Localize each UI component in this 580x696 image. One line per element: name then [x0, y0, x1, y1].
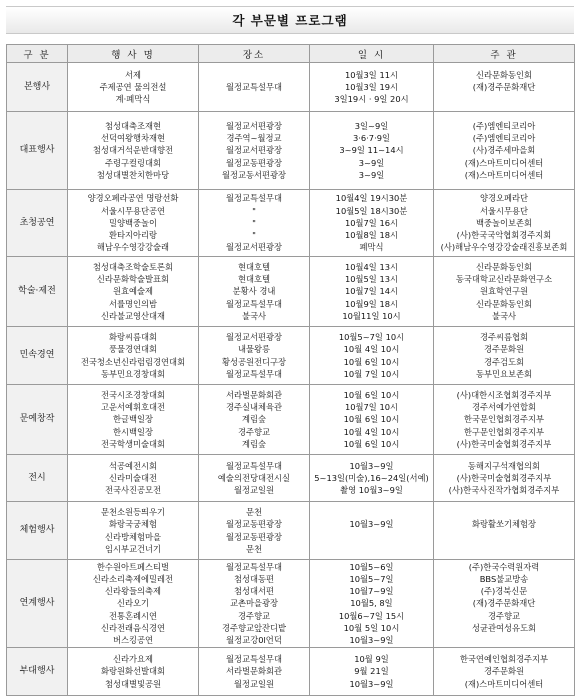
host-line: 한구문인협회경주지부 — [463, 426, 545, 437]
event-line: 해남우수영강강술래 — [96, 242, 170, 253]
category-cell: 부대행사 — [7, 648, 68, 696]
date-line: 10월 6일 10시 — [343, 414, 400, 425]
date-line — [310, 543, 433, 555]
date-line: 10월9일 18시 — [344, 298, 399, 309]
event-line: 신라문화학술발표회 — [96, 274, 170, 285]
place-line: 첨성대동편 — [233, 573, 275, 584]
place-line: 현대호텔 — [237, 274, 271, 285]
date-line: 10월5일 18시30분 — [335, 205, 408, 216]
host-line — [434, 93, 574, 105]
program-table — [6, 44, 575, 696]
place-line: 월정교특설무대 — [225, 368, 283, 379]
event-line: 문천소원등띄우기 — [100, 507, 166, 518]
place-line: 분황사 경내 — [232, 286, 276, 297]
date-line: 10월7일 16시 — [344, 217, 399, 228]
date-line: 10월5~7일 10시 — [338, 332, 405, 343]
event-line: 고운서예휘호대전 — [100, 402, 166, 413]
place-line: 경주역~월정교 — [226, 133, 282, 144]
place-cell — [199, 257, 310, 327]
page-title: 각 부문별 프로그램 — [232, 13, 348, 28]
host-cell — [434, 648, 575, 696]
place-line: 경주실내체육관 — [225, 402, 283, 413]
place-cell — [199, 112, 310, 190]
date-line: 3~9일 — [358, 169, 385, 180]
host-line: 한국문인협회경주지부 — [463, 414, 545, 425]
program-page — [0, 6, 580, 695]
place-line: 월정교특설무대 — [225, 654, 283, 665]
date-line: 10월7일 14시 — [344, 286, 399, 297]
host-line: (주)엠엔티코리아 — [472, 133, 536, 144]
table-row — [7, 112, 575, 190]
place-line: 문천 — [245, 507, 263, 518]
event-line: 전국청소년신라럼림경연대회 — [80, 356, 186, 367]
place-cell — [199, 560, 310, 648]
place-line: " — [252, 205, 256, 216]
event-cell — [68, 257, 199, 327]
event-line: 주령구컬링대회 — [104, 157, 162, 168]
event-line: 전국학생미술대회 — [100, 438, 166, 449]
place-line: 경주향교 — [237, 426, 271, 437]
host-line: 동부민요보존회 — [475, 368, 533, 379]
host-line: 동해지구석재협의회 — [467, 460, 541, 471]
event-line: 화랑씨름대회 — [108, 332, 158, 343]
host-cell — [434, 327, 575, 385]
place-line: 월정교특설무대 — [225, 561, 283, 572]
table-row — [7, 257, 575, 327]
date-cell — [310, 257, 434, 327]
place-line: 불국사 — [241, 310, 267, 321]
event-line: 신라불교영산대재 — [100, 310, 166, 321]
date-line: 3일19시 · 9일 20시 — [334, 94, 409, 105]
host-line — [434, 506, 574, 518]
event-line: 원효예술제 — [112, 286, 154, 297]
event-line: 화랑원화선발대회 — [100, 666, 166, 677]
host-cell — [434, 257, 575, 327]
event-cell — [68, 385, 199, 455]
table-row — [7, 502, 575, 560]
host-line: 백중놀이보존회 — [475, 217, 533, 228]
category-cell: 문예창작 — [7, 385, 68, 455]
place-line: 월정교서편광장 — [225, 332, 283, 343]
host-cell — [434, 190, 575, 257]
place-cell — [199, 327, 310, 385]
date-line — [310, 531, 433, 543]
host-line: BBS불교방송 — [479, 573, 529, 584]
host-line: 동국대학교신라문화연구소 — [455, 274, 553, 285]
event-line: 첨성대거석운반대향전 — [92, 145, 174, 156]
host-cell — [434, 502, 575, 560]
event-line: 전국시조경창대회 — [100, 389, 166, 400]
category-cell: 연계행사 — [7, 560, 68, 648]
place-line — [199, 93, 309, 105]
event-cell — [68, 190, 199, 257]
host-line: 신라문화동인회 — [475, 69, 533, 80]
host-line — [434, 634, 574, 646]
place-cell — [199, 502, 310, 560]
table-row — [7, 190, 575, 257]
date-cell — [310, 502, 434, 560]
host-cell — [434, 63, 575, 112]
place-line: 경주향교 — [237, 610, 271, 621]
table-row — [7, 327, 575, 385]
event-cell — [68, 112, 199, 190]
date-cell — [310, 112, 434, 190]
date-line: 10월 4일 10시 — [343, 344, 400, 355]
host-line: (사)대한시조협회경주지부 — [456, 389, 552, 400]
host-line: (사)한국미술협회경주지부 — [456, 472, 552, 483]
event-line: 첨성대별빛공원 — [104, 678, 162, 689]
date-line: 3·6·7·9일 — [352, 133, 391, 144]
date-line: 10월3일 19시 — [344, 81, 399, 92]
date-line: 10월5일 13시 — [344, 274, 399, 285]
date-line: 10월3~9일 — [349, 460, 394, 471]
place-line: 현대호텔 — [237, 261, 271, 272]
program-table-body — [7, 63, 575, 696]
date-line: 10월3~9일 — [349, 519, 394, 530]
host-line: 경주서예가연합회 — [471, 402, 537, 413]
date-line: 3~9일 — [358, 157, 385, 168]
event-cell — [68, 560, 199, 648]
place-line: 월정교동서편광장 — [221, 169, 287, 180]
place-line: 교촌마을광장 — [229, 598, 279, 609]
host-line: 경주씨름협회 — [479, 332, 529, 343]
date-line: 10월 9일 — [354, 654, 389, 665]
place-line: 첨성대서편 — [233, 586, 275, 597]
date-cell — [310, 385, 434, 455]
event-line: 동부민요경창대회 — [100, 368, 166, 379]
date-line: 10월 6일 10시 — [343, 389, 400, 400]
event-line: 신라방체험마을 — [104, 531, 162, 542]
place-line: 월정교특설무대 — [225, 81, 283, 92]
category-cell: 대표행사 — [7, 112, 68, 190]
table-row — [7, 560, 575, 648]
date-line: 10월3~9일 — [349, 635, 394, 645]
event-line: 석공예전시회 — [108, 460, 158, 471]
event-line: 화랑국궁체험 — [108, 519, 158, 530]
host-line: 화랑활쏘기체험장 — [471, 519, 537, 530]
event-line: 전국사진공모전 — [104, 485, 162, 496]
event-line: 주제공연 물의전설 — [99, 81, 167, 92]
place-line: 월정교동편광장 — [225, 531, 283, 542]
date-cell — [310, 190, 434, 257]
event-line: 신라전래음식경연 — [100, 622, 166, 633]
place-line: 계림숲 — [241, 414, 267, 425]
event-line: 계·폐막식 — [115, 94, 151, 105]
host-line: (주)경북신문 — [480, 586, 528, 597]
host-cell — [434, 112, 575, 190]
event-line: 버스킹공연 — [112, 635, 154, 645]
place-line: 월정교강0l언덕 — [226, 635, 282, 645]
header-row — [7, 45, 575, 63]
host-line: 경주문화원 — [483, 344, 525, 355]
date-line: 폐막식 — [359, 242, 384, 253]
host-line: (사)한국미술협회경주지부 — [456, 438, 552, 449]
place-line: 내물왕릉 — [237, 344, 271, 355]
place-line: 월정교서편광장 — [225, 145, 283, 156]
place-line: 월정교특설무대 — [225, 298, 283, 309]
event-line: 양경오페라공연 명랑선화 — [87, 193, 179, 204]
event-line: 첨성대별찬치한마당 — [96, 169, 170, 180]
host-line: 신라문화동인회 — [475, 298, 533, 309]
event-line: 신라미술대전 — [108, 472, 158, 483]
place-line: 경주향교앞잔디밭 — [221, 622, 287, 633]
event-line: 신라가요제 — [112, 654, 154, 665]
host-line: (사)한국사진작가협회경주지부 — [448, 485, 560, 496]
place-line: 예술의전당대전시실 — [217, 472, 291, 483]
event-cell — [68, 648, 199, 696]
host-line: 원효학연구원 — [479, 286, 529, 297]
header-place: 장소 — [199, 45, 310, 63]
date-line: 9월 21일 — [354, 666, 389, 677]
event-line: 임시부교건너기 — [104, 543, 162, 554]
host-line — [434, 543, 574, 555]
date-line: 10월5, 8일 — [350, 598, 393, 609]
host-line: (사)경주세마을회 — [472, 145, 536, 156]
category-cell: 본행사 — [7, 63, 68, 112]
host-cell — [434, 385, 575, 455]
event-cell — [68, 63, 199, 112]
date-line: 10월3일 11시 — [344, 69, 399, 80]
category-cell: 초청공연 — [7, 190, 68, 257]
event-line: 풍물경연대회 — [108, 344, 158, 355]
place-line: 월정교서편광장 — [225, 120, 283, 131]
header-category: 구 분 — [7, 45, 68, 63]
date-cell — [310, 327, 434, 385]
host-line: (재)스마트미디어센터 — [464, 169, 544, 180]
host-line — [434, 531, 574, 543]
header-date: 일 시 — [310, 45, 434, 63]
host-line: (사)해남우수영강강술래진흥보존회 — [440, 242, 568, 253]
date-line — [310, 506, 433, 518]
category-cell: 체험행사 — [7, 502, 68, 560]
place-line: 서라벌문화회관 — [225, 389, 283, 400]
header-event: 행 사 명 — [68, 45, 199, 63]
date-line: 10월6~7일 15시 — [338, 610, 405, 621]
place-cell — [199, 648, 310, 696]
event-line: 환타지아리랑 — [108, 230, 158, 241]
host-line: (주)한국수력원자력 — [468, 561, 540, 572]
host-line: 성균관여성유도회 — [471, 622, 537, 633]
place-line: 계림숲 — [241, 438, 267, 449]
host-line: (재)스마트미디어센터 — [464, 678, 544, 689]
date-line: 10월7~9일 — [349, 586, 394, 597]
place-line: 황성공원전디구장 — [221, 356, 287, 367]
date-line: 3~9일 11~14시 — [339, 145, 404, 156]
place-cell — [199, 63, 310, 112]
event-line: 전통혼례시연 — [108, 610, 158, 621]
host-line: 불국사 — [491, 310, 517, 321]
host-line: 양경오페라단 — [479, 193, 529, 204]
host-cell — [434, 455, 575, 502]
date-line: 10월 6일 10시 — [343, 356, 400, 367]
date-line: 10월 7일 10시 — [343, 368, 400, 379]
event-line: 한글백일장 — [112, 414, 154, 425]
table-row — [7, 455, 575, 502]
event-line: 신라소리축제에밀레전 — [92, 573, 174, 584]
host-line: 경주검도회 — [483, 356, 525, 367]
host-line: 경주문화원 — [483, 666, 525, 677]
date-line: 10월 4일 10시 — [343, 426, 400, 437]
host-line: 신라문화동인회 — [475, 261, 533, 272]
host-line: (재)스마트미디어센터 — [464, 157, 544, 168]
date-line: 10월5~7일 — [349, 573, 394, 584]
host-cell — [434, 560, 575, 648]
table-row — [7, 648, 575, 696]
place-cell — [199, 190, 310, 257]
event-cell — [68, 327, 199, 385]
place-line: 월정교동편광장 — [225, 519, 283, 530]
date-line: 10월7일 10시 — [344, 402, 399, 413]
date-line: 10월3~9일 — [349, 678, 394, 689]
place-line: 월정교서편광장 — [225, 242, 283, 253]
host-line: 서울시무용단 — [479, 205, 529, 216]
event-line: 신라왕들의축제 — [104, 586, 162, 597]
event-line: 첨성대축조재현 — [104, 120, 162, 131]
date-line: 10월 6일 10시 — [343, 438, 400, 449]
place-line: 월정교특설무대 — [225, 460, 283, 471]
table-row — [7, 385, 575, 455]
host-line: (재)경주문화재단 — [472, 598, 536, 609]
event-line: 첨성대축조학술토론회 — [92, 261, 174, 272]
host-line: (재)경주문화재단 — [472, 81, 536, 92]
place-line: 월정교동편광장 — [225, 157, 283, 168]
title-band — [6, 6, 574, 34]
host-line: 한국연예인협회경주지부 — [459, 654, 549, 665]
date-cell — [310, 560, 434, 648]
date-line: 촬영 10월3~9일 — [340, 485, 403, 496]
event-cell — [68, 455, 199, 502]
event-line: 서울시무용단공연 — [100, 205, 166, 216]
host-line: 경주향교 — [487, 610, 521, 621]
place-line: " — [252, 217, 256, 228]
date-line: 3일~9일 — [354, 120, 389, 131]
date-line: 10월8일 18시 — [344, 230, 399, 241]
event-line: 한시백일장 — [112, 426, 154, 437]
place-line: 서라벌문화회관 — [225, 666, 283, 677]
date-line: 5~13일(미술),16~24일(서예) — [314, 472, 429, 483]
date-line: 10월4일 19시30분 — [335, 193, 408, 204]
table-row — [7, 63, 575, 112]
date-cell — [310, 648, 434, 696]
host-line: (주)엠엔티코리아 — [472, 120, 536, 131]
category-cell: 학술·제전 — [7, 257, 68, 327]
event-line: 서률명인의밤 — [108, 298, 158, 309]
event-line: 한수원아트페스티벌 — [96, 561, 170, 572]
place-line: 월정교일원 — [233, 678, 275, 689]
event-line: 신라오기 — [116, 598, 150, 609]
date-line: 10월 5일 10시 — [343, 622, 400, 633]
event-line: 밀양백중놀이 — [108, 217, 158, 228]
date-line: 10월4일 13시 — [344, 261, 399, 272]
place-line: 월정교일원 — [233, 485, 275, 496]
event-line: 서제 — [124, 69, 142, 80]
place-line — [199, 69, 309, 81]
category-cell: 민속경연 — [7, 327, 68, 385]
date-cell — [310, 63, 434, 112]
date-line: 10월5~6일 — [349, 561, 394, 572]
event-cell — [68, 502, 199, 560]
place-line: 문천 — [245, 543, 263, 554]
host-line: (사)한국국악협회경주지회 — [456, 230, 552, 241]
date-line: 10월11일 10시 — [342, 310, 401, 321]
date-cell — [310, 455, 434, 502]
place-line: " — [252, 230, 256, 241]
place-cell — [199, 385, 310, 455]
header-host: 주 관 — [434, 45, 575, 63]
category-cell: 전시 — [7, 455, 68, 502]
place-line: 월정교특설무대 — [225, 193, 283, 204]
place-cell — [199, 455, 310, 502]
event-line: 선덕여왕행차재현 — [100, 133, 166, 144]
